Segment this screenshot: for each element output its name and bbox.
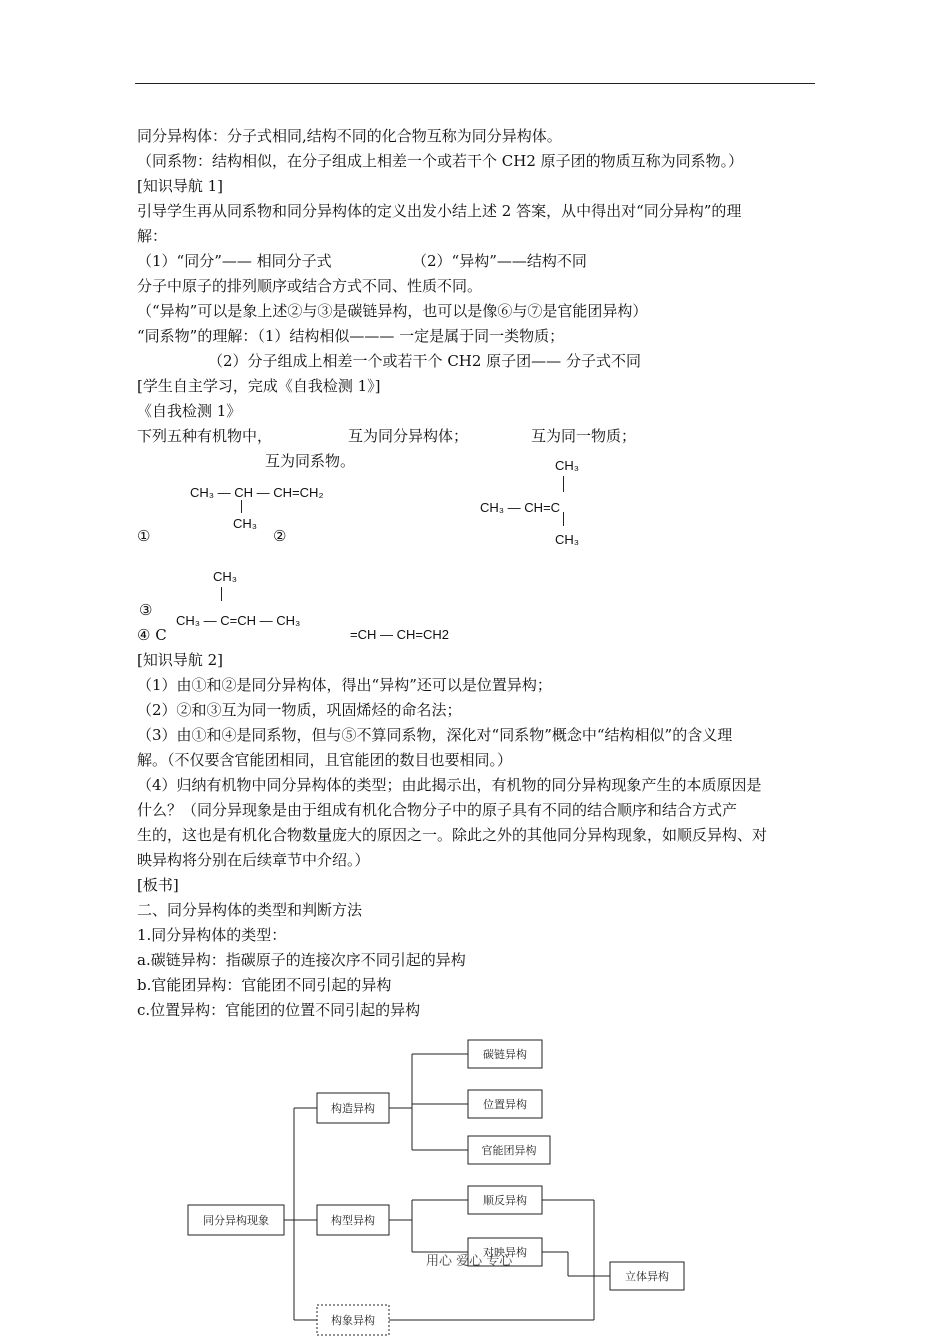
text-line: 解： [137, 227, 168, 245]
text-line: （“异构”可以是象上述②与③是碳链异构，也可以是像⑥与⑦是官能团异构） [137, 302, 648, 320]
text-line: 分子中原子的排列顺序或结合方式不同、性质不同。 [137, 277, 483, 295]
molecule-3-top-methyl: CH₃ [213, 569, 238, 584]
node-label: 官能团异构 [481, 1144, 537, 1157]
node-label: 立体异构 [625, 1270, 669, 1283]
text-line: 互为同系物。 [265, 452, 356, 470]
text-line: 下列五种有机物中， [137, 427, 273, 445]
text-line: c.位置异构：官能团的位置不同引起的异构 [137, 1001, 421, 1019]
section-heading: [知识导航 1] [137, 177, 224, 195]
text-line: 二、同分异构体的类型和判断方法 [137, 901, 363, 919]
molecule-2-formula: CH₃ — CH=C [480, 500, 561, 515]
bond-line [563, 476, 564, 492]
node-label: 对映异构 [483, 1246, 527, 1259]
text-line: （1）由①和②是同分异构体，得出“异构”还可以是位置异构； [137, 676, 552, 694]
node-label: 顺反异构 [483, 1194, 527, 1207]
text-line: “同系物”的理解：（1）结构相似——— 一定是属于同一类物质； [137, 327, 565, 345]
text-line: 互为同一物质； [531, 427, 637, 445]
text-line: （4）归纳有机物中同分异构体的类型；由此揭示出，有机物的同分异构现象产生的本质原因是 [137, 776, 762, 794]
text-line: 映异构将分别在后续章节中介绍。） [137, 851, 370, 869]
molecule-2-top-methyl: CH₃ [555, 458, 580, 473]
bond-line [563, 512, 564, 526]
node-label: 位置异构 [483, 1098, 527, 1111]
text-line: 生的，这也是有机化合物数量庞大的原因之一。除此之外的其他同分异构现象，如顺反异构、对 [137, 826, 768, 844]
text-line: （2）“异构”——结构不同 [412, 252, 587, 270]
text-line: [学生自主学习，完成《自我检测 1》] [137, 377, 381, 395]
bond-line [221, 587, 222, 601]
text-line: 1.同分异构体的类型： [137, 926, 287, 944]
molecule-1-formula: CH₃ — CH — CH=CH₂ [190, 485, 324, 500]
molecule-2-bottom-methyl: CH₃ [555, 532, 580, 547]
text-line: 同分异构体：分子式相同,结构不同的化合物互称为同分异构体。 [137, 127, 562, 145]
node-label: 构造异构 [331, 1102, 375, 1115]
bond-line [241, 500, 242, 513]
text-line: 《自我检测 1》 [137, 402, 242, 420]
text-line: 解。（不仅要含官能团相同，且官能团的数目也要相同。） [137, 751, 513, 769]
text-line: 什么？（同分异现象是由于组成有机化合物分子中的原子具有不同的结合顺序和结合方式产 [137, 801, 738, 819]
header-rule [135, 83, 815, 84]
node-label: 构型异构 [331, 1214, 375, 1227]
molecule-4-formula: =CH — CH=CH2 [350, 627, 449, 642]
molecule-4-number: ④ C [137, 626, 167, 644]
isomerism-tree-diagram [180, 1030, 700, 1340]
text-line: 互为同分异构体； [348, 427, 469, 445]
node-label: 构象异构 [331, 1314, 375, 1327]
molecule-2-number: ② [273, 527, 287, 545]
molecule-3-number: ③ [139, 601, 153, 619]
molecule-1-number: ① [137, 527, 151, 545]
section-heading: [板书] [137, 876, 179, 894]
page-footer: 用心 爱心 专心 [426, 1254, 513, 1269]
molecule-3-formula: CH₃ — C=CH — CH₃ [176, 613, 301, 628]
node-label: 同分异构现象 [203, 1214, 269, 1227]
text-line: b.官能团异构：官能团不同引起的异构 [137, 976, 392, 994]
text-line: （3）由①和④是同系物，但与⑤不算同系物，深化对“同系物”概念中“结构相似”的含义理 [137, 726, 733, 744]
text-line: （2）②和③互为同一物质，巩固烯烃的命名法； [137, 701, 462, 719]
text-line: （同系物：结构相似，在分子组成上相差一个或若干个 CH2 原子团的物质互称为同系物。） [137, 152, 744, 170]
text-line: （1）“同分”—— 相同分子式 [137, 252, 332, 270]
text-line: a.碳链异构：指碳原子的连接次序不同引起的异构 [137, 951, 466, 969]
text-line: 引导学生再从同系物和同分异构体的定义出发小结上述 2 答案，从中得出对“同分异构”的理 [137, 202, 742, 220]
section-heading: [知识导航 2] [137, 651, 224, 669]
molecule-1-substituent: CH₃ [233, 516, 258, 531]
node-label: 碳链异构 [483, 1048, 527, 1061]
text-line: （2）分子组成上相差一个或若干个 CH2 原子团—— 分子式不同 [208, 352, 641, 370]
